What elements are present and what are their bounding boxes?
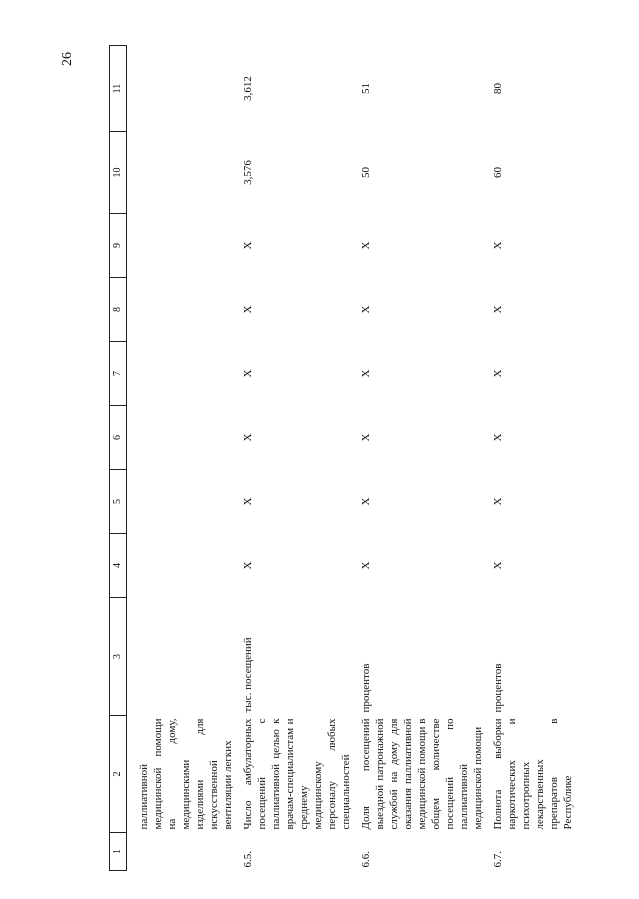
column-number: 5: [110, 470, 127, 534]
column-number: 4: [110, 534, 127, 598]
cell-value: X: [360, 561, 372, 570]
indicator-name: Полнота выборки наркотических и психотропных лекарственных препаратов в Республике: [492, 718, 574, 830]
row-number: 6.5.: [242, 851, 254, 868]
cell-value: 3,612: [242, 76, 254, 101]
continuation-row: [127, 46, 236, 871]
column-number: 2: [110, 716, 127, 833]
cell-value: X: [242, 369, 254, 378]
table-row: [235, 46, 353, 871]
column-number: 3: [110, 598, 127, 716]
column-number: 7: [110, 342, 127, 406]
cell-value: 3,576: [242, 160, 254, 185]
column-number: 6: [110, 406, 127, 470]
cell-value: X: [242, 497, 254, 506]
row-number: 6.7.: [492, 851, 504, 868]
cell-value: X: [360, 241, 372, 250]
column-number: 1: [110, 833, 127, 871]
indicator-name: паллиативной медицинской помощи на дому, медицинскими изделиями для искусственной вентиляции легких: [138, 718, 234, 830]
table-row: [485, 46, 575, 871]
row-number: 6.6.: [360, 851, 372, 868]
column-number-row: [110, 46, 127, 871]
cell-value: X: [360, 305, 372, 314]
unit-of-measure: тыс. посещений: [242, 637, 254, 713]
cell-value: X: [242, 561, 254, 570]
cell-value: 51: [360, 83, 372, 94]
indicator-name: Доля посещений выездной патронажной службой на дому для оказания паллиативной медицинской помощи в общем количестве посещений по паллиативной медицинской помощи: [360, 718, 484, 830]
column-number: 9: [110, 214, 127, 278]
cell-value: X: [360, 369, 372, 378]
unit-of-measure: процентов: [360, 663, 372, 713]
cell-value: X: [492, 561, 504, 570]
column-number: 10: [110, 132, 127, 214]
cell-value: 50: [360, 167, 372, 178]
indicator-name: Число амбулаторных посещений с паллиативной целью к врачам-специалистам и среднему медицинскому персоналу любых специальностей: [242, 718, 352, 830]
indicator-table: [109, 45, 575, 871]
rotated-page-content: [109, 46, 609, 871]
cell-value: 60: [492, 167, 504, 178]
cell-value: X: [492, 433, 504, 442]
cell-value: X: [492, 305, 504, 314]
cell-value: X: [360, 497, 372, 506]
cell-value: X: [492, 497, 504, 506]
cell-value: X: [242, 305, 254, 314]
cell-value: X: [492, 241, 504, 250]
column-number: 8: [110, 278, 127, 342]
cell-value: X: [492, 369, 504, 378]
cell-value: 80: [492, 83, 504, 94]
unit-of-measure: процентов: [492, 663, 504, 713]
table-row: [353, 46, 485, 871]
column-number: 11: [110, 46, 127, 132]
page-number: 26: [60, 52, 75, 66]
cell-value: X: [360, 433, 372, 442]
cell-value: X: [242, 433, 254, 442]
cell-value: X: [242, 241, 254, 250]
